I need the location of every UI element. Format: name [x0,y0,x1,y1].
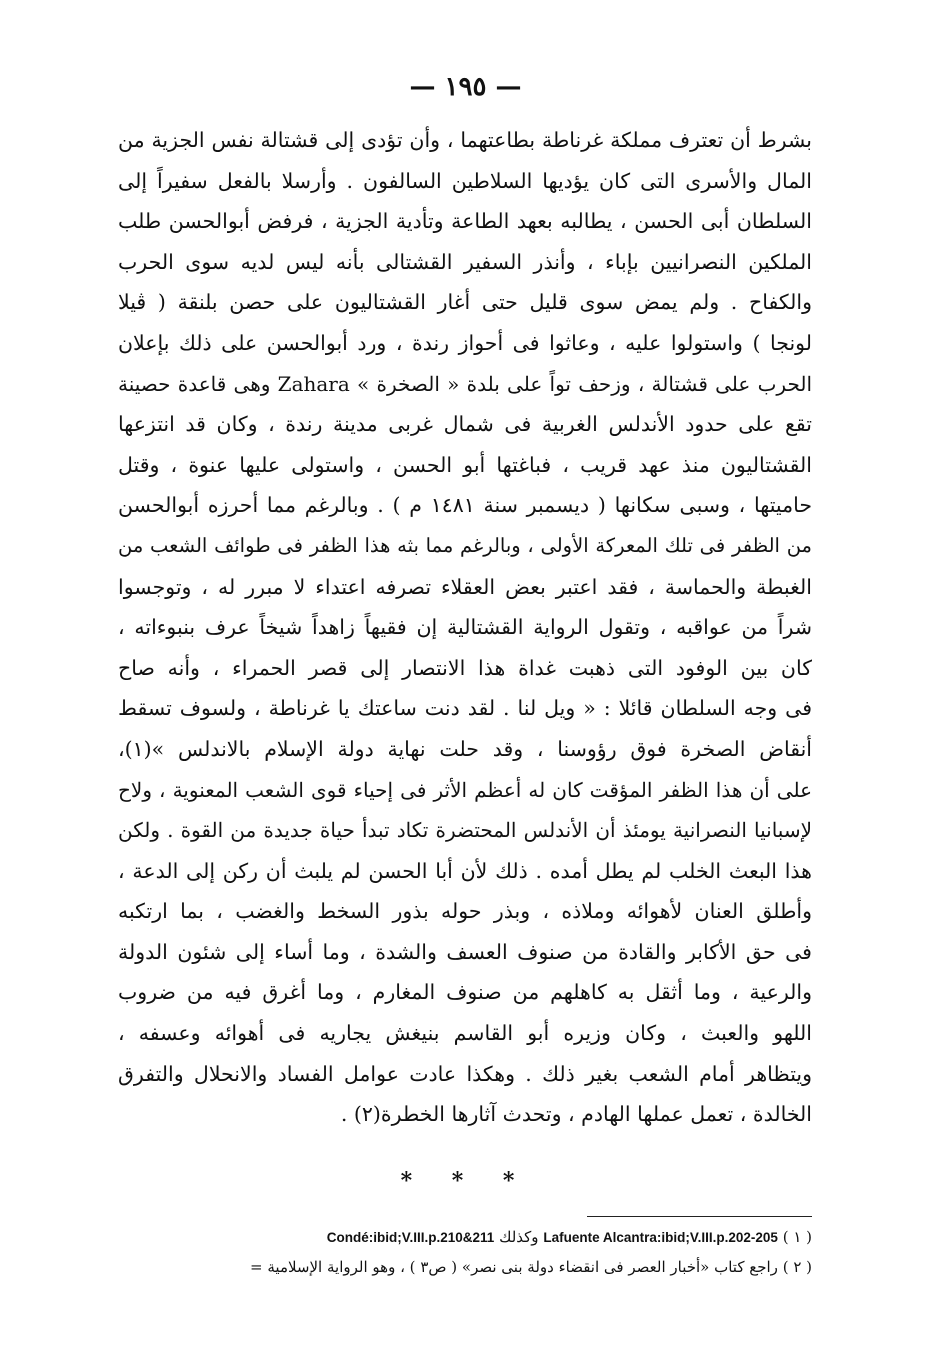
footnote-1 [118,1222,812,1252]
footnotes [118,1222,812,1282]
text-line: الغبطة والحماسة ، فقد اعتبر بعض العقلاء تصرفه اعتداء لا مبرر له ، وتوجسوا [118,574,812,599]
text-line: بشرط أن تعترف مملكة غرناطة بطاعتهما ، وأن تؤدى إلى قشتالة نفس الجزية من [118,128,812,152]
text-line: فى وجه السلطان قائلا : « ويل لنا . لقد دنت ساعتك يا غرناطة ، ولسوف تسقط [118,696,812,721]
text-line: والكفاح . ولم يمض سوى قليل حتى أغار القشتاليون على حصن بلنقة ( ڤيلا [118,290,812,315]
body-text [118,120,812,1135]
text-line: اللهو والعبث ، وكان وزيره أبو القاسم بنيغش يجاريه فى أهوائه وعسفه ، [118,1021,812,1046]
text-line: حاميتها ، وسبى سكانها ( ديسمبر سنة ١٤٨١ م ) . وبالرغم مما أحرزه أبوالحسن [118,493,812,518]
footnote-marker: ( ٢ ) [782,1258,812,1276]
text-line: وأطلق العنان لأهوائه وملاذه ، وبذر حوله بذور السخط والغضب ، بما ارتكبه [118,899,812,924]
footnote-latin-ref: Lafuente Alcantra:ibid;V.III.p.202-205 [543,1230,778,1245]
text-line: على أن هذا الظفر المؤقت كان له أعظم الأثر فى إحياء قوى الشعب المعنوية ، ولاح [118,777,812,802]
text-line: السلطان أبى الحسن ، يطالبه بعهد الطاعة وتأدية الجزية ، فرفض أبوالحسن طلب [118,209,812,234]
text-line: والرعية ، وما أثقل به كاهلهم من صنوف المغارم ، وما أغرق فيه من ضروب [118,980,812,1005]
text-line: شراً من عواقبه ، وتقول الرواية القشتالية إن فقيهاً زاهداً شيخاً عرف بنبوءاته ، [118,615,812,640]
footnote-2 [118,1252,812,1282]
text-line: لإسبانيا النصرانية يومئذ أن الأندلس المحتضرة تكاد تبدأ حياة جديدة من القوة . ولكن [118,818,812,843]
footnote-text: راجع كتاب «أخبار العصر فى انقضاء دولة بنى نصر» ( ص٣ ) ، وهو الرواية الإسلامية = [250,1258,778,1276]
text-line: كان بين الوفود التى ذهبت غداة هذا الانتصار إلى قصر الحمراء ، وأنه صاح [118,655,812,680]
text-line-last: الخالدة ، تعمل عملها الهادم ، وتحدث آثارها الخطرة(٢) . [340,1102,812,1127]
footnote-divider [587,1216,812,1217]
text-line: هذا البعث الخلب لم يطل أمده . ذلك لأن أبا الحسن لم يلبث أن ركن إلى الدعة ، [118,858,812,883]
text-line: الملكين النصرانيين بإباء ، وأنذر السفير القشتالى بأنه ليس لديه سوى الحرب [118,249,812,274]
text-line: تقع على حدود الأندلس الغربية فى شمال غربى مدينة رندة ، وكان قد انتزعها [118,412,812,437]
text-line: الحرب على قشتالة ، وزحف تواً على بلدة « الصخرة » Zahara وهى قاعدة حصينة [118,371,812,396]
text-line: المال والأسرى التى كان يؤديها السلاطين السالفون . وأرسلا بالفعل سفيراً إلى [118,168,812,193]
text-line: من الظفر فى تلك المعركة الأولى ، وبالرغم مما بثه هذا الظفر فى طوائف الشعب من [118,533,812,557]
text-line: أنقاض الصخرة فوق رؤوسنا ، وقد حلت نهاية دولة الإسلام بالاندلس »(١)، [118,736,812,761]
footnote-latin-ref: Condé:ibid;V.III.p.210&211 [326,1230,495,1245]
text-line: ويتظاهر أمام الشعب بغير ذلك . وهكذا عادت عوامل الفساد والانحلال والتفرق [118,1061,812,1086]
page-number: — ١٩٥ — [409,72,522,102]
footnote-marker: ( ١ ) [782,1228,812,1246]
text-line: لونجا ) واستولوا عليه ، وعاثوا فى أحواز رندة ، ورد أبوالحسن على ذلك بإعلان [118,330,812,355]
text-line: فى حق الأكابر والقادة من صنوف العسف والشدة ، وما أساء إلى شئون الدولة [118,939,812,964]
footnote-joiner: وكذلك [494,1228,539,1246]
section-separator: * * * [400,1168,531,1194]
text-line: القشتاليون منذ عهد قريب ، فباغتها أبو الحسن ، واستولى عليها عنوة ، وقتل [118,452,812,477]
